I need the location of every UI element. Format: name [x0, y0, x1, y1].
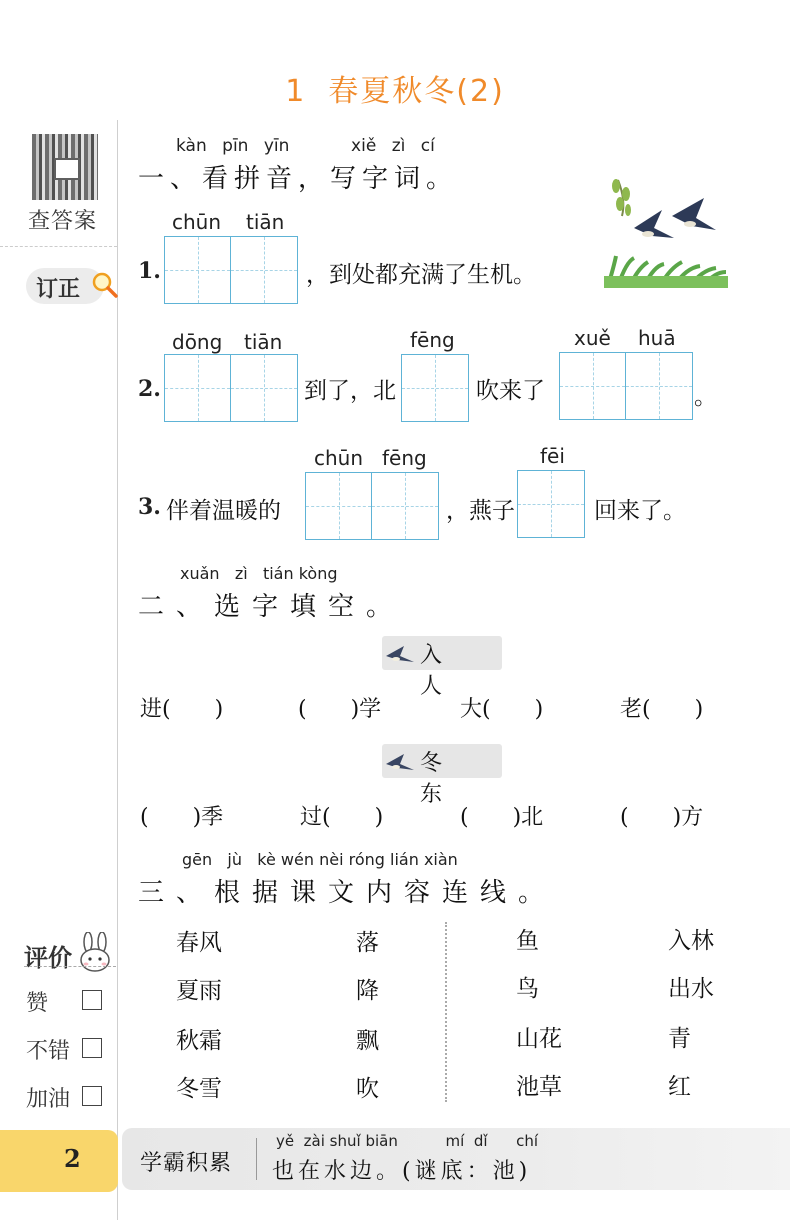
q2-pinyin-2: tiān — [244, 330, 283, 354]
fill-item-6[interactable]: 过( ) — [300, 805, 384, 830]
qr-code-icon[interactable] — [32, 134, 98, 200]
match-divider — [445, 922, 447, 1102]
match-col3-item-1[interactable]: 鱼 — [516, 928, 539, 954]
option-chars-1: 入人 — [420, 643, 465, 699]
match-col2-item-3[interactable]: 飘 — [356, 1028, 379, 1054]
match-col3-item-4[interactable]: 池草 — [516, 1074, 562, 1100]
q2-pinyin-3: fēng — [410, 328, 455, 352]
section3-pinyin: gēn jù kè wén nèi róng lián xiàn — [182, 850, 458, 869]
q3-number: 3. — [138, 494, 161, 520]
q2-pinyin-5: huā — [638, 326, 676, 350]
swallow-icon — [384, 748, 418, 774]
match-col3-item-2[interactable]: 鸟 — [516, 976, 539, 1002]
page-number-tab — [0, 1130, 118, 1192]
section2-pinyin: xuǎn zì tián kòng — [180, 564, 338, 583]
match-col2-item-4[interactable]: 吹 — [356, 1076, 379, 1102]
fill-item-8[interactable]: ( )方 — [620, 805, 704, 830]
q1-pinyin-1: chūn — [172, 210, 222, 234]
footer-label: 学霸积累 — [140, 1151, 233, 1176]
option-chars-2: 冬东 — [420, 751, 465, 807]
fill-item-4[interactable]: 老( ) — [620, 697, 704, 722]
check-answers-label[interactable]: 查答案 — [28, 209, 98, 234]
rating-label-2: 不错 — [26, 1039, 71, 1064]
q1-pinyin-2: tiān — [246, 210, 285, 234]
q2-text-2: 吹来了 — [476, 378, 545, 404]
q2-pinyin-4: xuě — [574, 326, 611, 350]
match-col1-item-4[interactable]: 冬雪 — [176, 1076, 222, 1102]
q3-writing-grid-2[interactable] — [517, 470, 585, 538]
rating-checkbox-2[interactable] — [82, 1038, 102, 1058]
lesson-number: 1 — [285, 74, 307, 109]
evaluation-title: 评价 — [24, 944, 72, 972]
fill-item-3[interactable]: 大( ) — [460, 697, 544, 722]
match-col1-item-3[interactable]: 秋霜 — [176, 1028, 222, 1054]
q3-text-3: 回来了。 — [594, 498, 686, 524]
fill-item-5[interactable]: ( )季 — [140, 805, 224, 830]
sidebar-separator — [0, 246, 117, 247]
option-group-2 — [382, 744, 502, 807]
swallows-illustration — [604, 176, 728, 290]
rating-checkbox-1[interactable] — [82, 990, 102, 1010]
q2-pinyin-1: dōng — [172, 330, 223, 354]
q3-text-2: ，燕子 — [446, 498, 515, 524]
footer-separator — [256, 1138, 257, 1180]
section2-heading: 二、选字填空。 — [138, 592, 405, 622]
q3-pinyin-3: fēi — [540, 444, 565, 468]
q3-text-1: 伴着温暖的 — [166, 498, 281, 524]
footer-pinyin: yě zài shuǐ biān mí dǐ chí — [276, 1132, 539, 1150]
rating-checkbox-3[interactable] — [82, 1086, 102, 1106]
match-col4-item-2[interactable]: 出水 — [668, 976, 714, 1002]
fill-item-7[interactable]: ( )北 — [460, 805, 544, 830]
lesson-title-text: 春夏秋冬(2) — [328, 74, 505, 109]
q2-number: 2. — [138, 376, 161, 402]
match-col2-item-1[interactable]: 落 — [356, 930, 379, 956]
fill-item-2[interactable]: ( )学 — [298, 697, 382, 722]
q2-writing-grid-3[interactable] — [559, 352, 693, 420]
match-col2-item-2[interactable]: 降 — [356, 978, 379, 1004]
section1-heading: 一、看拼音，写字词。 — [138, 164, 459, 194]
magnifier-icon — [92, 272, 118, 298]
q2-writing-grid-2[interactable] — [401, 354, 469, 422]
q1-writing-grid[interactable] — [164, 236, 298, 304]
q1-number: 1. — [138, 258, 161, 284]
q3-pinyin-1: chūn — [314, 446, 364, 470]
match-col3-item-3[interactable]: 山花 — [516, 1026, 562, 1052]
q3-writing-grid-1[interactable] — [305, 472, 439, 540]
q2-writing-grid-1[interactable] — [164, 354, 298, 422]
q3-pinyin-2: fēng — [382, 446, 427, 470]
q2-text-3: 。 — [694, 384, 717, 410]
section3-heading: 三、根据课文内容连线。 — [138, 878, 557, 908]
match-col4-item-3[interactable]: 青 — [668, 1026, 691, 1052]
footer-riddle: 也在水边。(谜底：池) — [272, 1159, 532, 1184]
match-col1-item-2[interactable]: 夏雨 — [176, 978, 222, 1004]
rating-label-1: 赞 — [26, 991, 49, 1016]
q1-text: ，到处都充满了生机。 — [306, 262, 536, 288]
match-col4-item-4[interactable]: 红 — [668, 1074, 691, 1100]
correction-label: 订正 — [36, 277, 81, 302]
option-group-1 — [382, 636, 502, 699]
q2-text-1: 到了，北 — [304, 378, 396, 404]
page-number: 2 — [64, 1144, 81, 1173]
evaluation-separator — [24, 966, 116, 967]
fill-item-1[interactable]: 进( ) — [140, 697, 224, 722]
section1-pinyin: kàn pīn yīn xiě zì cí — [176, 136, 435, 156]
swallow-icon — [384, 640, 418, 666]
lesson-title — [0, 66, 790, 110]
match-col1-item-1[interactable]: 春风 — [176, 930, 222, 956]
rating-label-3: 加油 — [26, 1087, 71, 1112]
match-col4-item-1[interactable]: 入林 — [668, 928, 714, 954]
